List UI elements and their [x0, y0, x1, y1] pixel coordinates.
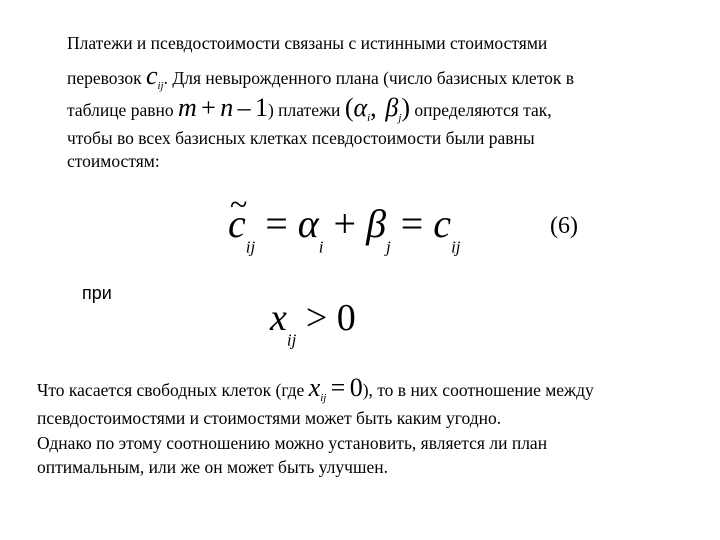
math-n: n: [220, 93, 234, 122]
math-eq: =: [330, 373, 346, 402]
text-line: [37, 373, 594, 409]
formula-sub-ij: ij: [245, 237, 256, 257]
para1-line2-post: . Для невырожденного плана (число базисных клеток в: [163, 68, 575, 88]
text-line: [67, 150, 160, 172]
formula-sub-j: j: [386, 237, 391, 257]
math-alpha: α: [353, 93, 368, 122]
para2-line1-post: ), то в них соотношение между: [362, 380, 594, 400]
condition-zero: 0: [336, 297, 356, 339]
equation-number: (6): [550, 213, 578, 239]
text-line: [37, 456, 388, 478]
pri-label: при: [82, 283, 112, 303]
math-paren-open: (: [344, 93, 354, 122]
text-line: [37, 432, 547, 454]
math-m: m: [177, 93, 197, 122]
math-paren-close: ): [401, 93, 411, 122]
para2-line4: оптимальным, или же он может быть улучшен.: [37, 457, 388, 477]
math-x: x: [308, 373, 321, 402]
math-sub-ij: ij: [320, 391, 327, 404]
math-sub-i: i: [367, 111, 371, 124]
math-plus: +: [201, 93, 216, 122]
math-comma: ,: [370, 93, 377, 122]
math-zero: 0: [349, 373, 363, 402]
math-sub-j: j: [398, 111, 402, 124]
formula-eq2: =: [400, 201, 424, 246]
math-minus: –: [237, 93, 251, 122]
para1-line4: чтобы во всех базисных клетках псевдостоимости были равны: [67, 128, 535, 148]
formula-alpha: α: [297, 201, 319, 246]
text-line: [67, 61, 575, 97]
formula-sub-ij2: ij: [451, 237, 461, 257]
math-c: c: [145, 61, 158, 90]
para1-line3-post: определяются так,: [414, 100, 552, 120]
para2-line3: Однако по этому соотношению можно установить, является ли план: [37, 433, 548, 453]
condition-sub-ij: ij: [286, 330, 297, 350]
text-line: [67, 127, 535, 149]
math-sub-ij: ij: [157, 79, 164, 92]
formula-plus: +: [333, 201, 357, 246]
para2-line1-pre: Что касается свободных клеток (где: [37, 380, 305, 400]
formula-eq1: =: [265, 201, 288, 246]
formula-6: [228, 200, 461, 257]
math-c-tilde: ~ c: [228, 200, 246, 247]
formula-beta: β: [366, 201, 386, 246]
para1-line3-mid: ) платежи: [267, 100, 341, 120]
condition-gt: >: [305, 297, 328, 339]
condition-x: x: [270, 297, 287, 339]
para1-line2-pre: перевозок: [67, 68, 142, 88]
para1-line5: стоимостям:: [67, 151, 160, 171]
para1-line1: Платежи и псевдостоимости связаны с истинными стоимостями: [67, 33, 548, 53]
math-beta: β: [385, 93, 399, 122]
formula-sub-i: i: [318, 237, 324, 257]
condition-formula: [270, 296, 356, 350]
text-line: [37, 407, 501, 429]
formula-c2: c: [433, 201, 452, 246]
para1-line3-pre: таблице равно: [67, 100, 174, 120]
text-line: [67, 32, 547, 54]
math-one: 1: [254, 93, 268, 122]
text-line: [67, 93, 552, 129]
para2-line2: псевдостоимостями и стоимостями может быть каким угодно.: [37, 408, 502, 428]
